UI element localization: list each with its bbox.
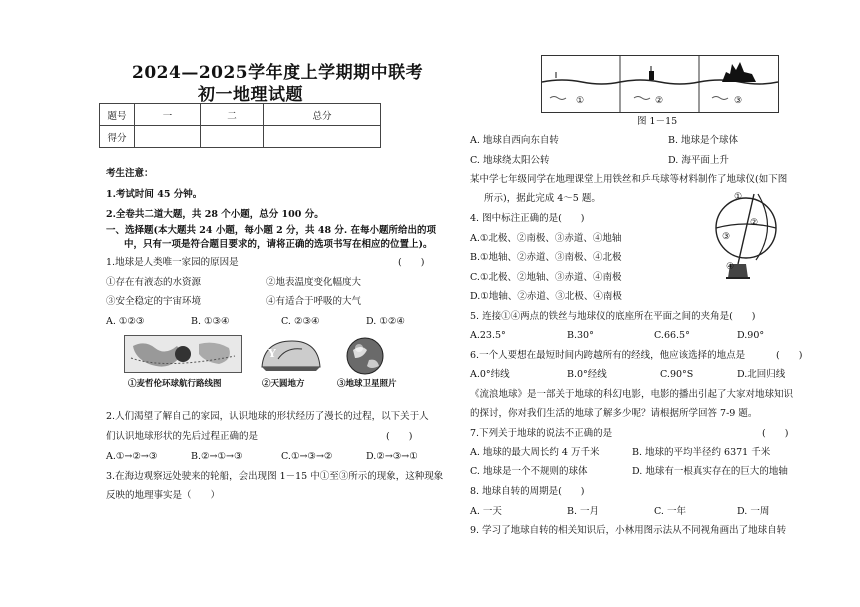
sky-glyph: Y <box>268 347 276 360</box>
q5-choice-a[interactable]: A.23.5° <box>470 330 506 341</box>
section1-heading: 一、选择题(本大题共 24 小题，每小题 2 分，共 48 分. 在每小题所给出的项 <box>106 225 437 236</box>
globe-label-1: ① <box>734 192 743 202</box>
globe-label-4: ④ <box>726 262 735 272</box>
globe-label-2: ② <box>750 218 759 228</box>
earth-sphere-illustration <box>345 336 385 376</box>
score-input-part1[interactable] <box>135 126 201 148</box>
q6-choice-d[interactable]: D.北回归线 <box>737 369 786 380</box>
section1-heading-cont: 中，只有一项是符合题目要求的，请将正确的选项书写在相应的位置上)。 <box>124 239 433 250</box>
q1-stem: 1.地球是人类唯一家园的原因是 <box>106 257 239 268</box>
q3-choice-d[interactable]: D. 海平面上升 <box>668 155 729 166</box>
round-sky-figure <box>258 337 324 371</box>
figure-caption-round-sky: ②天圆地方 <box>262 379 305 389</box>
q1-statement-2: ②地表温度变化幅度大 <box>266 277 362 288</box>
magellan-route-figure <box>124 335 242 373</box>
globe-model-figure <box>712 190 780 282</box>
q1-choice-c[interactable]: C. ②③④ <box>281 316 320 327</box>
q1-choice-a[interactable]: A. ①②③ <box>106 316 145 327</box>
q6-stem: 6.一个人要想在最短时间内跨越所有的经线，他应该选择的地点是 <box>470 350 746 361</box>
ship-horizon-figure <box>541 55 779 113</box>
notice-item-2: 2.全卷共二道大题，共 28 个小题，总分 100 分。 <box>106 209 324 220</box>
q7-choice-d[interactable]: D. 地球有一根真实存在的巨大的地轴 <box>632 466 788 477</box>
exam-subtitle: 初一地理试题 <box>198 85 303 105</box>
q1-choice-d[interactable]: D. ①②④ <box>366 316 405 327</box>
q8-choice-a[interactable]: A. 一天 <box>470 506 502 517</box>
q2-choice-a[interactable]: A.①→②→③ <box>106 451 158 462</box>
exam-title: 2024—2025学年度上学期期中联考 <box>132 63 424 83</box>
ship-figure-label-3: ③ <box>734 96 743 106</box>
q7-stem: 7.下列关于地球的说法不正确的是 <box>470 428 613 439</box>
score-input-total[interactable] <box>264 126 381 148</box>
q6-choice-a[interactable]: A.0°纬线 <box>470 369 510 380</box>
q2-answer-paren[interactable]: ( ) <box>386 431 413 442</box>
ship-figure-label-1: ① <box>576 96 585 106</box>
notice-heading: 考生注意： <box>106 168 154 179</box>
score-table-cell: 总分 <box>264 104 381 126</box>
q4-choice-d[interactable]: D.①地轴、②赤道、③北极、④南极 <box>470 291 622 302</box>
q8-choice-b[interactable]: B. 一月 <box>567 506 600 517</box>
intro-q7-9: 《流浪地球》是一部关于地球的科幻电影，电影的播出引起了大家对地球知识 <box>470 389 794 400</box>
q6-answer-paren[interactable]: ( ) <box>776 350 803 361</box>
ship-figure-caption: 图 1－15 <box>637 116 678 127</box>
q5-choice-c[interactable]: C.66.5° <box>654 330 690 341</box>
q3-choice-c[interactable]: C. 地球绕太阳公转 <box>470 155 550 166</box>
q5-choice-d[interactable]: D.90° <box>737 330 765 341</box>
notice-item-1: 1.考试时间 45 分钟。 <box>106 189 203 200</box>
q6-choice-c[interactable]: C.90°S <box>660 369 694 380</box>
q1-answer-paren[interactable]: ( ) <box>398 257 425 268</box>
q7-choice-b[interactable]: B. 地球的平均半径约 6371 千米 <box>632 447 771 458</box>
q4-stem: 4. 图中标注正确的是( ) <box>470 213 585 224</box>
q2-choice-d[interactable]: D.②→③→① <box>366 451 418 462</box>
intro-q4-5: 某中学七年级同学在地理课堂上用铁丝和乒乓球等材料制作了地球仪(如下图 <box>470 174 788 185</box>
figure-caption-magellan: ①麦哲伦环球航行路线图 <box>128 379 222 389</box>
intro-q4-5-cont: 所示)，据此完成 4～5 题。 <box>484 193 601 204</box>
q5-stem: 5. 连接①④两点的铁丝与地球仪的底座所在平面之间的夹角是( ) <box>470 311 756 322</box>
q3-stem: 3.在海边观察远处驶来的轮船，会出现图 1－15 中①至③所示的现象，这种现象 <box>106 471 444 482</box>
intro-q7-9-cont: 的探讨，你对我们生活的地球了解多少呢？请根据所学回答 7-9 题。 <box>470 408 758 419</box>
q8-stem: 8. 地球自转的周期是( ) <box>470 486 585 497</box>
q1-choice-b[interactable]: B. ①③④ <box>191 316 230 327</box>
q1-statement-3: ③安全稳定的宇宙环境 <box>106 296 202 307</box>
q2-stem: 2.人们渴望了解自己的家园，认识地球的形状经历了漫长的过程，以下关于人 <box>106 411 429 422</box>
q7-choice-a[interactable]: A. 地球的最大周长约 4 万千米 <box>470 447 600 458</box>
q2-stem-cont: 们认识地球形状的先后过程正确的是 <box>106 431 259 442</box>
q2-choice-c[interactable]: C.①→③→② <box>281 451 333 462</box>
ship-figure-label-2: ② <box>655 96 664 106</box>
q5-choice-b[interactable]: B.30° <box>567 330 594 341</box>
q1-statement-4: ④有适合于呼吸的大气 <box>266 296 362 307</box>
q4-choice-b[interactable]: B.①地轴、②赤道、③南极、④北极 <box>470 252 622 263</box>
figure-caption-earth-photo: ③地球卫星照片 <box>337 379 397 389</box>
q3-choice-a[interactable]: A. 地球自西向东自转 <box>470 135 559 146</box>
score-table-cell: 题号 <box>100 104 135 126</box>
q4-choice-c[interactable]: C.①北极、②地轴、③赤道、④南极 <box>470 272 622 283</box>
world-map-illustration <box>125 336 241 372</box>
q2-choice-b[interactable]: B.②→①→③ <box>191 451 243 462</box>
globe-label-3: ③ <box>722 232 731 242</box>
score-table-cell: 一 <box>135 104 201 126</box>
q3-stem-cont: 反映的地理事实是（ ） <box>106 490 221 501</box>
q1-statement-1: ①存在有液态的水资源 <box>106 277 202 288</box>
q8-choice-c[interactable]: C. 一年 <box>654 506 686 517</box>
score-table-cell: 二 <box>201 104 264 126</box>
q3-choice-b[interactable]: B. 地球是个球体 <box>668 135 739 146</box>
q8-choice-d[interactable]: D. 一周 <box>737 506 770 517</box>
score-input-part2[interactable] <box>201 126 264 148</box>
q9-stem: 9. 学习了地球自转的相关知识后，小林用图示法从不同视角画出了地球自转 <box>470 525 787 536</box>
score-table <box>99 103 381 148</box>
q7-choice-c[interactable]: C. 地球是一个不规则的球体 <box>470 466 588 477</box>
q7-answer-paren[interactable]: ( ) <box>762 428 789 439</box>
score-table-cell: 得分 <box>100 126 135 148</box>
q6-choice-b[interactable]: B.0°经线 <box>567 369 607 380</box>
q4-choice-a[interactable]: A.①北极、②南极、③赤道、④地轴 <box>470 233 622 244</box>
earth-photo-figure <box>345 336 385 376</box>
